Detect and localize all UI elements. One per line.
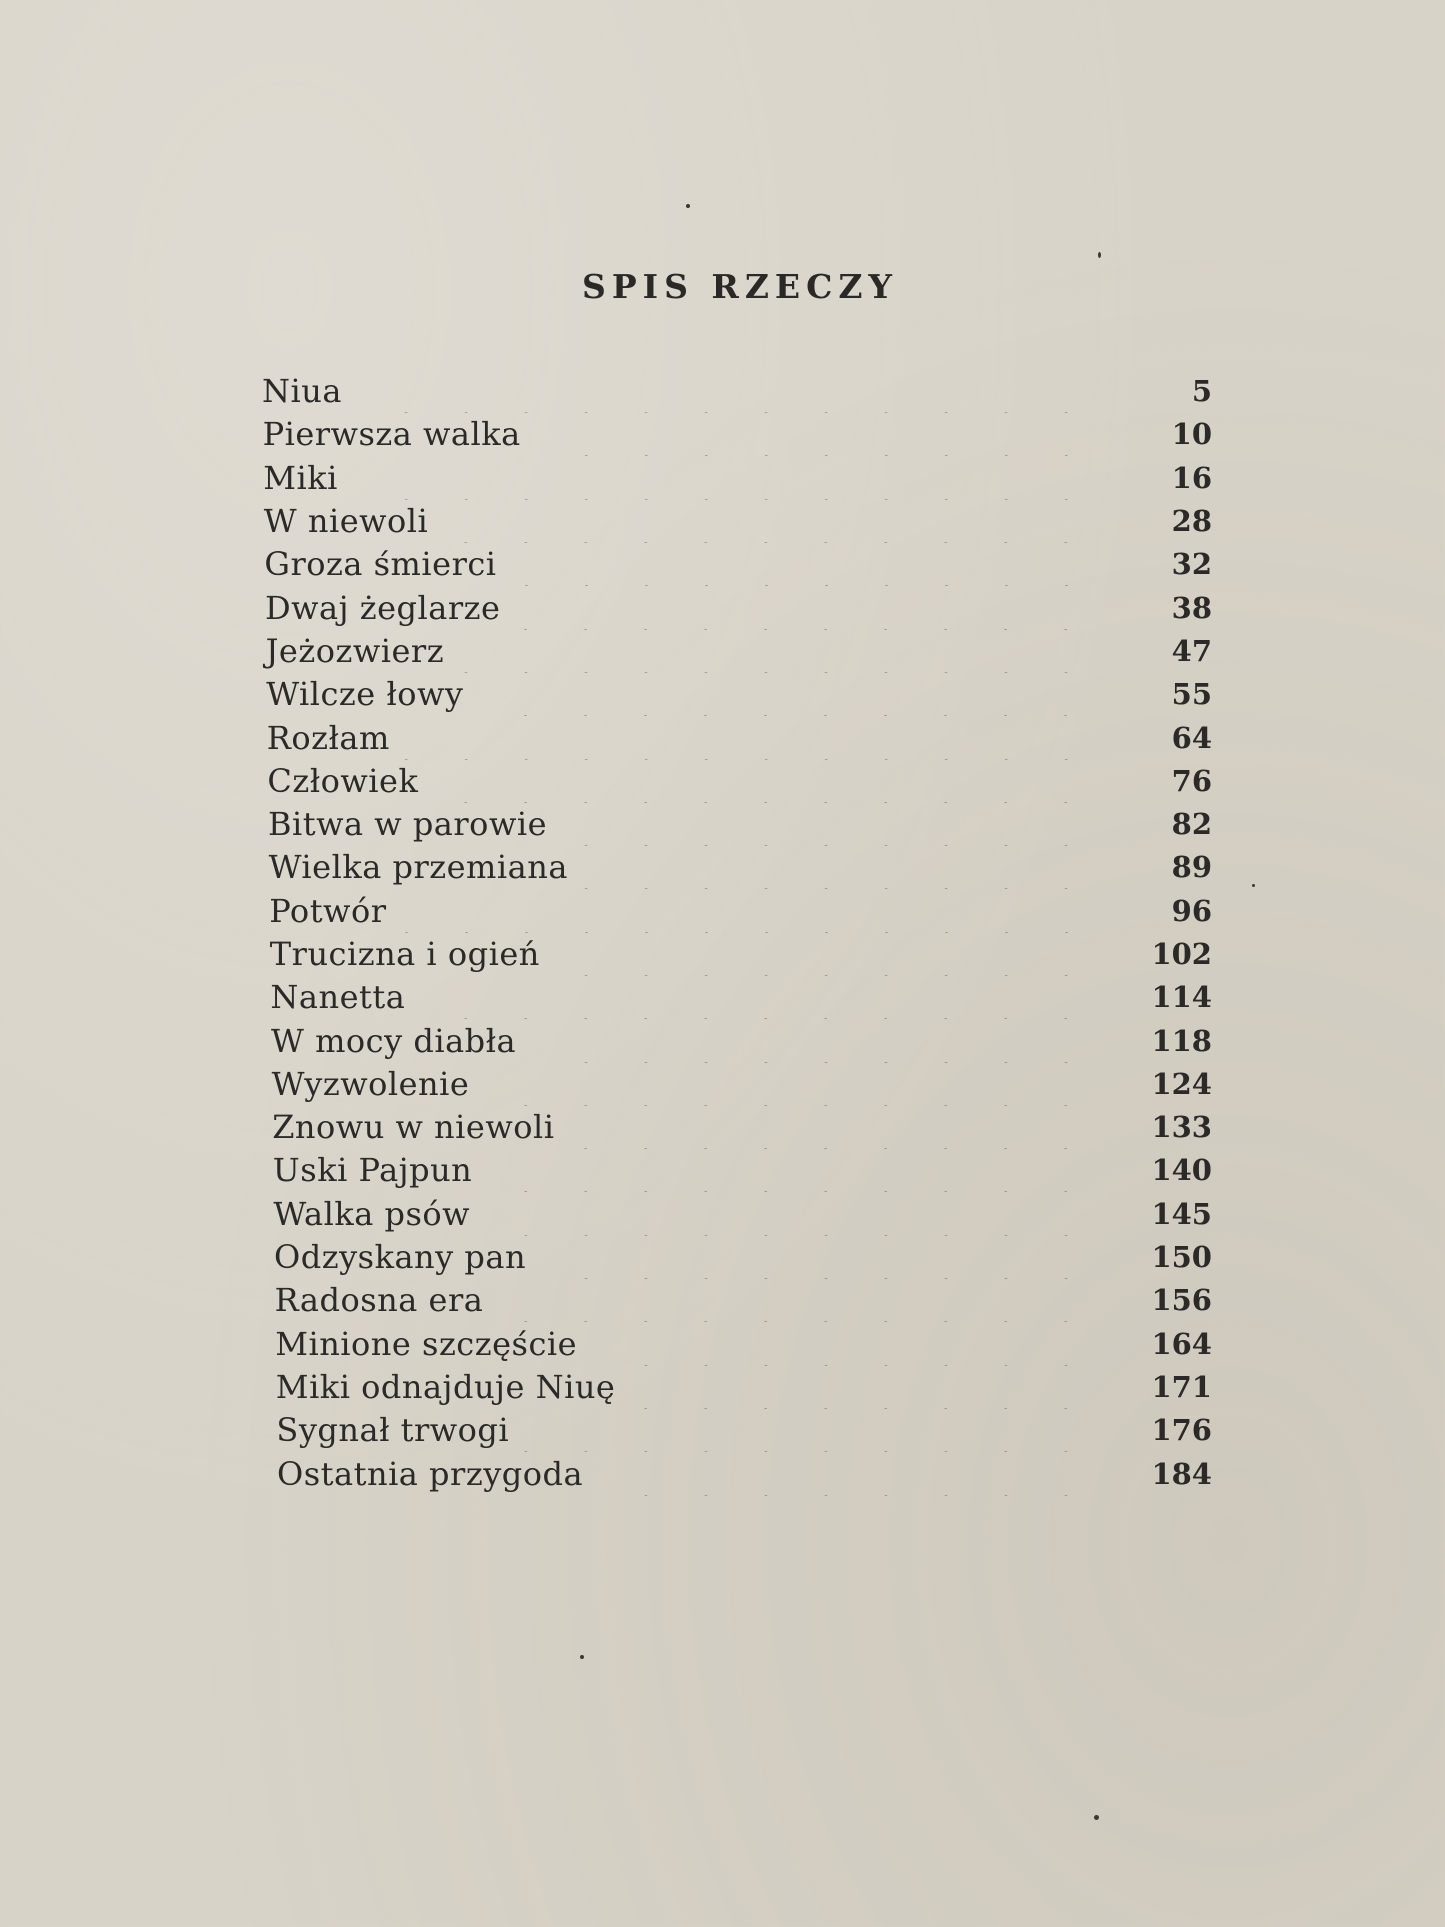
toc-entry-title: Dwaj żeglarze bbox=[265, 588, 501, 627]
toc-entry-page-number: 16 bbox=[1171, 460, 1212, 495]
paper-speck bbox=[1094, 1815, 1099, 1820]
toc-entry bbox=[262, 1193, 1212, 1236]
dot-leader bbox=[530, 1020, 1096, 1063]
toc-entry-title: Radosna era bbox=[274, 1281, 484, 1320]
toc-entry-title: Minione szczęście bbox=[275, 1324, 578, 1363]
toc-entry-title: Walka psów bbox=[273, 1194, 471, 1233]
toc-entry-title: Pierwsza walka bbox=[262, 415, 521, 454]
toc-entry-page-number: 140 bbox=[1151, 1153, 1212, 1188]
paper-speck bbox=[686, 204, 690, 208]
toc-entry-page-number: 47 bbox=[1171, 633, 1212, 668]
dot-leader bbox=[356, 370, 1096, 413]
toc-entry-page-number: 28 bbox=[1171, 504, 1212, 539]
toc-entry-title: W niewoli bbox=[263, 502, 429, 541]
toc-entry-title: Sygnał trwogi bbox=[276, 1411, 510, 1450]
paper-speck bbox=[1252, 884, 1255, 887]
toc-entry-title: Bitwa w parowie bbox=[268, 805, 547, 844]
toc-entry bbox=[262, 673, 1212, 716]
toc-entry-title: Człowiek bbox=[267, 761, 419, 800]
toc-entry-title: Potwór bbox=[269, 891, 387, 930]
toc-entry bbox=[262, 1366, 1212, 1409]
toc-entry bbox=[262, 413, 1212, 456]
toc-entry-page-number: 156 bbox=[1151, 1283, 1212, 1318]
toc-entry-title: Ostatnia przygoda bbox=[277, 1454, 584, 1493]
toc-entry-title: Rozłam bbox=[266, 718, 390, 757]
toc-entry-page-number: 145 bbox=[1151, 1196, 1212, 1231]
toc-entry-page-number: 82 bbox=[1171, 807, 1212, 842]
toc-entry bbox=[262, 543, 1212, 586]
toc-entry bbox=[262, 846, 1212, 889]
toc-entry-title: Wielka przemiana bbox=[268, 848, 568, 887]
toc-entry-page-number: 96 bbox=[1171, 893, 1212, 928]
dot-leader bbox=[352, 457, 1096, 500]
toc-entry-page-number: 118 bbox=[1151, 1023, 1212, 1058]
toc-entry bbox=[262, 457, 1212, 500]
toc-entry-title: Miki bbox=[263, 458, 338, 497]
toc-entry-title: Groza śmierci bbox=[264, 545, 497, 584]
dot-leader bbox=[484, 1193, 1096, 1236]
toc-entry-page-number: 10 bbox=[1171, 417, 1212, 452]
toc-entry-title: Odzyskany pan bbox=[274, 1238, 527, 1277]
toc-entry-page-number: 38 bbox=[1171, 590, 1212, 625]
toc-entry bbox=[262, 1452, 1212, 1495]
toc-entry bbox=[262, 1409, 1212, 1452]
dot-leader bbox=[523, 1409, 1096, 1452]
toc-entry bbox=[262, 1063, 1212, 1106]
dot-leader bbox=[442, 500, 1096, 543]
toc-entry bbox=[262, 370, 1212, 413]
dot-leader bbox=[458, 630, 1096, 673]
paper-speck bbox=[1098, 252, 1101, 258]
toc-entry-page-number: 124 bbox=[1151, 1066, 1212, 1101]
toc-entry bbox=[262, 760, 1212, 803]
toc-entry-page-number: 171 bbox=[1151, 1369, 1212, 1404]
dot-leader bbox=[486, 1149, 1096, 1192]
toc-entry bbox=[262, 890, 1212, 933]
toc-entry-page-number: 164 bbox=[1151, 1326, 1212, 1361]
toc-entry-page-number: 150 bbox=[1151, 1240, 1212, 1275]
page-title: SPIS RZECZY bbox=[582, 267, 898, 307]
toc-entry bbox=[262, 500, 1212, 543]
dot-leader bbox=[629, 1366, 1096, 1409]
toc-entry-page-number: 5 bbox=[1191, 374, 1212, 409]
toc-entry bbox=[262, 933, 1212, 976]
toc-entry-title: Wyzwolenie bbox=[271, 1064, 470, 1103]
dot-leader bbox=[432, 760, 1096, 803]
toc-entry-title: Miki odnajduje Niuę bbox=[275, 1367, 616, 1406]
toc-entry-page-number: 184 bbox=[1151, 1456, 1212, 1491]
toc-entry-title: Wilcze łowy bbox=[266, 675, 464, 714]
toc-entry-title: Nanetta bbox=[270, 978, 406, 1017]
toc-entry-title: Znowu w niewoli bbox=[272, 1108, 555, 1147]
toc-entry-page-number: 176 bbox=[1151, 1413, 1212, 1448]
toc-entry-title: Jeżozwierz bbox=[265, 631, 445, 670]
dot-leader bbox=[561, 803, 1096, 846]
dot-leader bbox=[511, 543, 1096, 586]
toc-entry-page-number: 64 bbox=[1171, 720, 1212, 755]
toc-entry bbox=[262, 1019, 1212, 1062]
dot-leader bbox=[597, 1453, 1096, 1496]
dot-leader bbox=[554, 933, 1096, 976]
toc-entry bbox=[262, 716, 1212, 759]
toc-entry bbox=[262, 976, 1212, 1019]
toc-entry-title: Trucizna i ogień bbox=[269, 935, 540, 973]
toc-entry-page-number: 55 bbox=[1171, 677, 1212, 712]
toc-entry bbox=[262, 1106, 1212, 1149]
dot-leader bbox=[535, 413, 1096, 456]
toc-entry bbox=[262, 630, 1212, 673]
toc-entry-page-number: 89 bbox=[1171, 850, 1212, 885]
toc-entry bbox=[262, 1236, 1212, 1279]
toc-entry-page-number: 76 bbox=[1171, 763, 1212, 798]
dot-leader bbox=[591, 1323, 1096, 1366]
dot-leader bbox=[419, 976, 1096, 1019]
paper-speck bbox=[580, 1655, 584, 1659]
toc-entry-page-number: 114 bbox=[1151, 980, 1212, 1015]
dot-leader bbox=[582, 846, 1096, 889]
toc-entry-title: Niua bbox=[262, 372, 342, 411]
dot-leader bbox=[568, 1106, 1096, 1149]
toc-entry bbox=[262, 1149, 1212, 1192]
toc-entry-title: W mocy diabła bbox=[271, 1021, 517, 1060]
dot-leader bbox=[540, 1236, 1096, 1279]
dot-leader bbox=[401, 890, 1097, 933]
toc-entry-title: Uski Pajpun bbox=[272, 1151, 473, 1190]
toc-entry bbox=[262, 1279, 1212, 1322]
toc-entry-page-number: 133 bbox=[1151, 1110, 1212, 1145]
table-of-contents bbox=[262, 370, 1212, 1496]
toc-entry-page-number: 102 bbox=[1151, 937, 1212, 971]
toc-entry bbox=[262, 586, 1212, 629]
dot-leader bbox=[514, 587, 1096, 630]
dot-leader bbox=[483, 1063, 1096, 1106]
toc-entry bbox=[262, 803, 1212, 846]
toc-entry-page-number: 32 bbox=[1171, 547, 1212, 582]
dot-leader bbox=[477, 673, 1096, 716]
toc-entry bbox=[262, 1323, 1212, 1366]
dot-leader bbox=[404, 717, 1096, 760]
dot-leader bbox=[497, 1279, 1096, 1322]
